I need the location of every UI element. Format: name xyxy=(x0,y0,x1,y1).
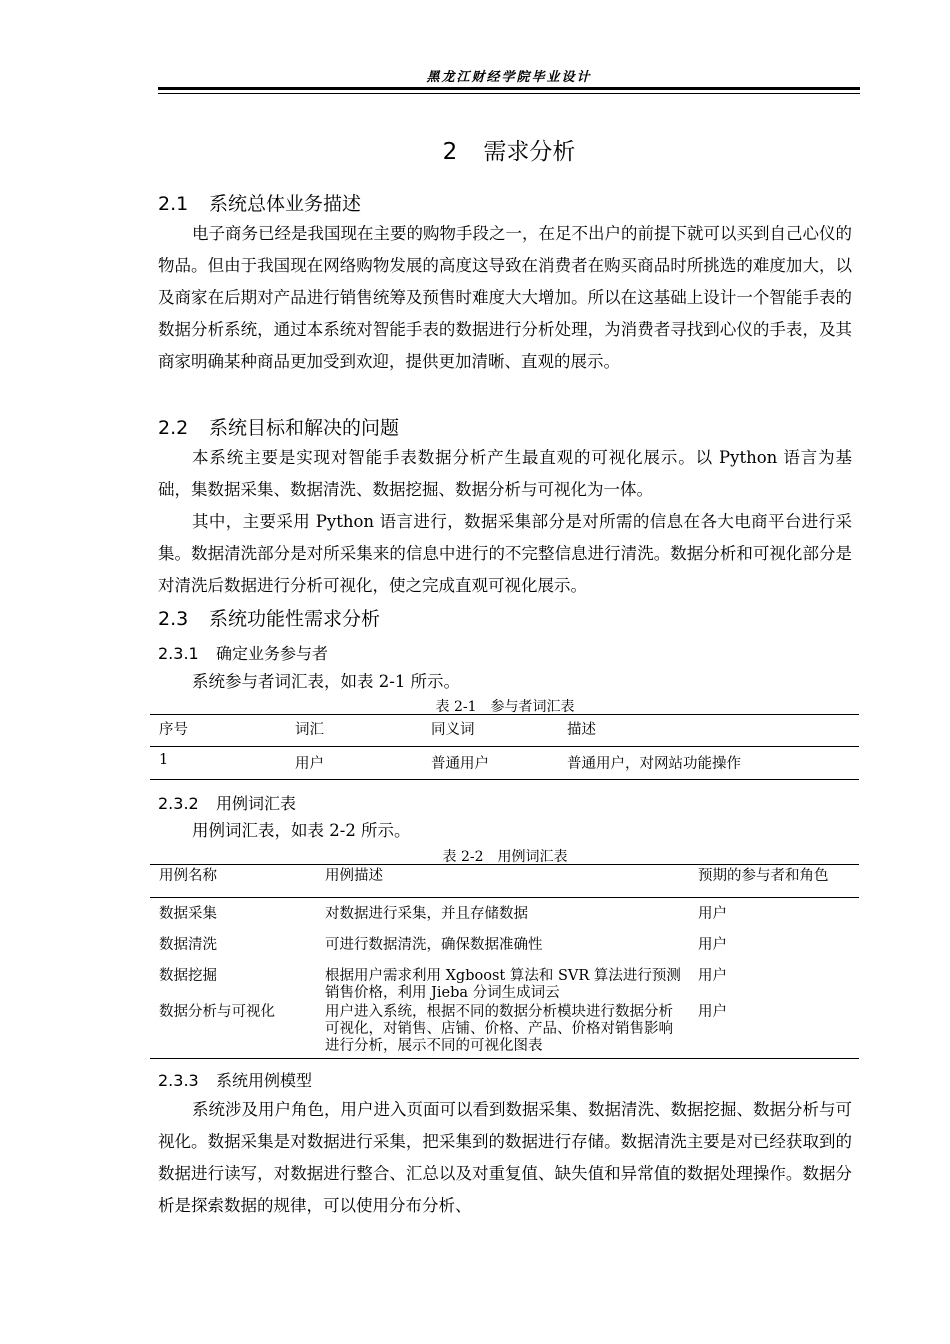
chapter-title xyxy=(158,133,860,166)
section-title: 确定业务参与者 xyxy=(216,644,329,663)
table-header-cell: 序号 xyxy=(150,715,286,747)
section-2-3-2-paragraph: 用例词汇表，如表 2-2 所示。 xyxy=(192,821,411,840)
table-cell: 对数据进行采集，并且存储数据 xyxy=(325,906,528,922)
table-header-cell: 用例名称 xyxy=(150,865,316,898)
section-title: 系统总体业务描述 xyxy=(209,193,362,215)
table-cell: 用户 xyxy=(698,936,727,953)
section-2-1-paragraph: 电子商务已经是我国现在主要的购物手段之一，在足不出户的前提下就可以买到自己心仪的物品。但由于我国现在网络购物发展的高度这导致在消费者在购买商品时所挑选的难度加大，以及商家在后期对产品进行销售统筹及预售时难度大大增加。所以在这基础上设计一个智能手表的数据分析系统，通过本系统对智能手表的数据进行分析处理，为消费者寻找到心仪的手表，及其商家明确某种商品更加受到欢迎，提供更加清晰、直观的展示。 xyxy=(158,224,852,371)
table-2-1-caption: 表 2-1 参与者词汇表 xyxy=(435,699,575,715)
table-row xyxy=(150,929,859,960)
table-cell: 数据采集 xyxy=(159,906,217,922)
section-2-3-1-paragraph: 系统参与者词汇表，如表 2-1 所示。 xyxy=(192,672,461,691)
section-number: 2.3.3 xyxy=(158,1071,199,1090)
section-2-3-heading xyxy=(158,604,380,631)
table-cell: 普通用户，对网站功能操作 xyxy=(558,747,859,780)
table-cell: 用户 xyxy=(286,747,422,780)
section-2-3-3-heading xyxy=(158,1068,312,1091)
table-cell: 用户 xyxy=(698,906,727,922)
section-title: 系统用例模型 xyxy=(216,1071,313,1090)
section-title: 系统功能性需求分析 xyxy=(209,608,381,630)
table-header-cell: 描述 xyxy=(558,715,859,747)
table-cell: 用户 xyxy=(698,967,727,984)
section-2-3-1-heading xyxy=(158,641,328,664)
table-header-cell: 预期的参与者和角色 xyxy=(689,865,859,898)
table-row xyxy=(150,747,859,780)
table-header-cell: 用例描述 xyxy=(316,865,689,898)
page-header: 黑龙江财经学院毕业设计 xyxy=(426,70,592,85)
table-cell: 1 xyxy=(150,747,286,780)
table-header-row xyxy=(150,715,859,747)
table-cell: 用户 xyxy=(689,1002,859,1059)
section-number: 2.2 xyxy=(158,417,189,439)
table-header-cell: 词汇 xyxy=(286,715,422,747)
section-number: 2.3.1 xyxy=(158,644,199,663)
section-number: 2.1 xyxy=(158,193,189,215)
section-2-2-paragraph-2: 其中，主要采用 Python 语言进行，数据采集部分是对所需的信息在各大电商平台进行采集。数据清洗部分是对所采集来的信息中进行的不完整信息进行清洗。数据分析和可视化部分是对清洗后数据进行分析可视化，使之完成直观可视化展示。 xyxy=(158,512,852,595)
table-cell: 数据清洗 xyxy=(159,936,217,953)
section-2-2-heading xyxy=(158,413,399,440)
table-row xyxy=(150,1002,859,1059)
chapter-number: 2 xyxy=(442,139,458,165)
section-2-2-paragraph-1: 本系统主要是实现对智能手表数据分析产生最直观的可视化展示。以 Python 语言为基础，集数据采集、数据清洗、数据挖掘、数据分析与可视化为一体。 xyxy=(158,448,852,499)
table-cell: 数据挖掘 xyxy=(159,967,217,984)
section-2-3-2-heading xyxy=(158,791,296,814)
table-cell: 根据用户需求利用 Xgboost 算法和 SVR 算法进行预测销售价格，利用 Jieba 分词生成词云 xyxy=(325,967,681,1001)
table-cell: 数据分析与可视化 xyxy=(150,1002,316,1059)
section-2-3-3-paragraph: 系统涉及用户角色，用户进入页面可以看到数据采集、数据清洗、数据挖掘、数据分析与可视化。数据采集是对数据进行采集，把采集到的数据进行存储。数据清洗主要是对已经获取到的数据进行读写，对数据进行整合、汇总以及对重复值、缺失值和异常值的数据处理操作。数据分析是探索数据的规律，可以使用分布分析、 xyxy=(158,1100,852,1215)
table-2-1 xyxy=(150,714,859,780)
table-header-row xyxy=(150,865,859,898)
section-2-1-heading xyxy=(158,189,361,216)
table-2-2 xyxy=(150,864,859,1059)
table-cell: 普通用户 xyxy=(422,747,558,780)
table-header-cell: 同义词 xyxy=(422,715,558,747)
table-row xyxy=(150,898,859,929)
section-number: 2.3.2 xyxy=(158,794,199,813)
table-cell: 用户进入系统，根据不同的数据分析模块进行数据分析可视化，对销售、店铺、价格、产品、价格对销售影响进行分析，展示不同的可视化图表 xyxy=(316,1002,689,1059)
header-rule-thin xyxy=(158,93,860,94)
table-2-2-caption: 表 2-2 用例词汇表 xyxy=(442,849,568,865)
section-title: 用例词汇表 xyxy=(216,794,297,813)
chapter-name: 需求分析 xyxy=(483,139,576,165)
table-cell: 可进行数据清洗，确保数据准确性 xyxy=(325,936,543,953)
section-title: 系统目标和解决的问题 xyxy=(209,417,400,439)
section-number: 2.3 xyxy=(158,608,189,630)
table-row xyxy=(150,960,859,1002)
header-rule-thick xyxy=(158,87,860,90)
